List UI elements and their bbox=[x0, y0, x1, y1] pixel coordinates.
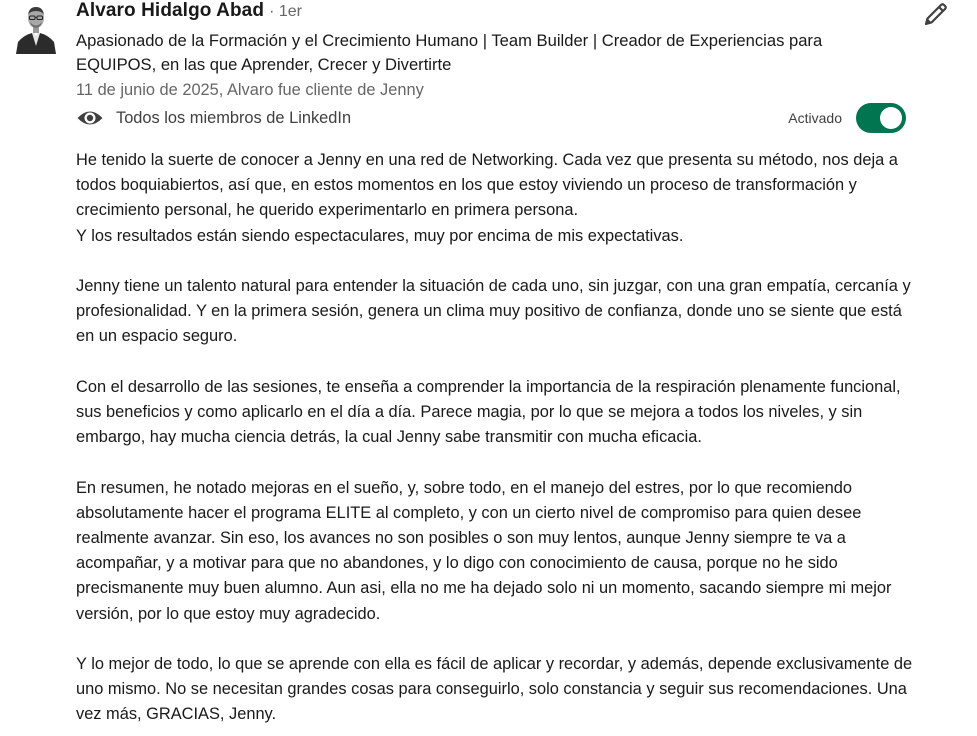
visibility-label: Todos los miembros de LinkedIn bbox=[116, 108, 352, 127]
avatar-photo bbox=[14, 2, 58, 54]
toggle-knob bbox=[880, 107, 902, 129]
recommendation-paragraph bbox=[76, 476, 916, 627]
visibility-row bbox=[76, 104, 906, 132]
recommendation-line: Y lo mejor de todo, lo que se aprende con ella es fácil de aplicar y recordar, y además, depende exclusivamente de uno mismo. No se necesitan grandes cosas para conseguirlo, solo constancia y seguir sus recomendaciones. Una vez más, GRACIAS, Jenny. bbox=[76, 655, 913, 724]
recommendation-text bbox=[76, 148, 916, 736]
avatar[interactable] bbox=[14, 2, 58, 54]
toggle-label: Activado bbox=[788, 110, 842, 126]
recommendation-line: Con el desarrollo de las sesiones, te enseña a comprender la importancia de la respiración plenamente funcional, sus beneficios y como aplicarlo en el día a día. Parece magia, por lo que se mejora a todos los niveles, y sin embargo, hay mucha ciencia detrás, la cual Jenny sabe transmitir con mucha eficacia. bbox=[76, 377, 901, 447]
recommendation-line: Jenny tiene un talento natural para entender la situación de cada uno, sin juzgar, con una gran empatía, cercanía y profesionalidad. Y en la primera sesión, genera un clima muy positivo de confianza, donde uno se siente que está en un espacio seguro. bbox=[76, 277, 911, 346]
recommendation-line: Y los resultados están siendo espectaculares, muy por encima de mis expectativas. bbox=[76, 226, 684, 245]
author-headline: Apasionado de la Formación y el Crecimiento Humano | Team Builder | Creador de Experiencias para EQUIPOS, en las que Aprender, Crecer y Divertirte bbox=[76, 31, 823, 74]
eye-icon bbox=[76, 108, 104, 128]
edit-button[interactable] bbox=[920, 0, 952, 28]
recommendation-header bbox=[76, 0, 916, 102]
recommendation-paragraph bbox=[76, 148, 916, 249]
recommendation-paragraph bbox=[76, 652, 916, 728]
name-row bbox=[76, 0, 916, 26]
recommendation-paragraph bbox=[76, 274, 916, 350]
recommendation-line: En resumen, he notado mejoras en el sueño, y, sobre todo, en el manejo del estres, por lo que recomiendo absolutamente hacer el programa ELITE al completo, y con un cierto nivel de compromiso para quien desee realmente avanzar. Sin eso, los avances no son posibles o son muy lentos, aunque Jenny siempre te va a acompañar, y a motivar para que no abandones, y lo digo con conocimiento de causa, porque no he sido precismanente muy buen alumno. Aun asi, ella no me ha dejado solo ni un momento, sacando siempre mi mejor versión, por lo que estoy muy agradecido. bbox=[76, 478, 892, 623]
recommendation-line: He tenido la suerte de conocer a Jenny en una red de Networking. Cada vez que presenta su método, nos deja a todos boquiabiertos, así que, en estos momentos en los que estoy viviendo un proceso de transformación y crecimiento personal, he querido experimentarlo en primera persona. bbox=[76, 151, 898, 220]
recommendation-date: 11 de junio de 2025, Alvaro fue cliente de Jenny bbox=[76, 81, 424, 99]
visibility-toggle-area bbox=[788, 104, 906, 132]
pencil-icon bbox=[922, 0, 950, 28]
recommendation-paragraph bbox=[76, 375, 916, 451]
author-name[interactable]: Alvaro Hidalgo Abad bbox=[76, 0, 265, 21]
visibility-toggle[interactable] bbox=[856, 103, 906, 133]
connection-degree: · 1er bbox=[269, 3, 302, 20]
